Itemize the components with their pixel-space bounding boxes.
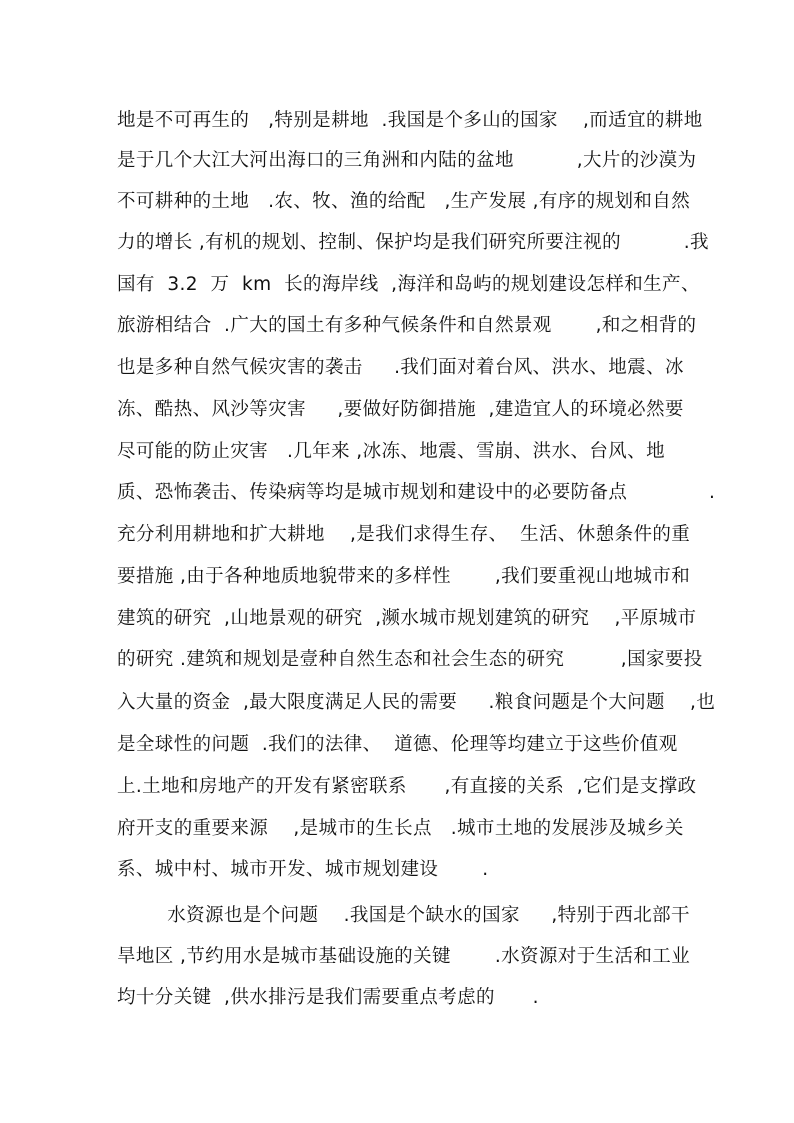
text-line: 建筑的研究 ,山地景观的研究 ,濒水城市规划建筑的研究 ,平原城市 — [117, 608, 697, 629]
text-line: 府开支的重要来源 ,是城市的生长点 .城市土地的发展涉及城乡关 — [117, 818, 684, 839]
text-line: 要措施 ,由于各种地质地貌带来的多样性 ,我们要重视山地城市和 — [117, 566, 691, 587]
text-line: 上.土地和房地产的开发有紧密联系 ,有直接的关系 ,它们是支撑政 — [117, 776, 697, 797]
text-line: 力的增长 ,有机的规划、控制、保护均是我们研究所要注视的 .我 — [117, 232, 709, 253]
text-line: 充分利用耕地和扩大耕地 ,是我们求得生存、 生活、休憩条件的重 — [117, 524, 691, 545]
text-line: 国有 3.2 万 km 长的海岸线 ,海洋和岛屿的规划建设怎样和生产、 — [117, 274, 700, 295]
text-line: 尽可能的防止灾害 .几年来 ,冰冻、地震、雪崩、洪水、台风、地 — [117, 441, 665, 462]
text-line: 地是不可再生的 ,特别是耕地 .我国是个多山的国家 ,而适宜的耕地 — [117, 110, 703, 131]
text-line: 旅游相结合 .广大的国土有多种气候条件和自然景观 ,和之相背的 — [117, 315, 697, 336]
text-line: 冻、酷热、风沙等灾害 ,要做好防御措施 ,建造宜人的环境必然要 — [117, 399, 684, 420]
text-line: 的研究 .建筑和规划是壹种自然生态和社会生态的研究 ,国家要投 — [117, 649, 703, 670]
text-line: 是于几个大江大河出海口的三角洲和内陆的盆地 ,大片的沙漠为 — [117, 150, 697, 171]
text-line: 质、恐怖袭击、传染病等均是城市规划和建设中的必要防备点 . — [117, 482, 716, 503]
text-line: 也是多种自然气候灾害的袭击 .我们面对着台风、洪水、地震、冰 — [117, 357, 684, 378]
text-line: 水资源也是个问题 .我国是个缺水的国家 ,特别于西北部干 — [117, 905, 690, 926]
text-line: 均十分关键 ,供水排污是我们需要重点考虑的 . — [117, 987, 539, 1008]
text-line: 入大量的资金 ,最大限度满足人民的需要 .粮食问题是个大问题 ,也 — [117, 692, 716, 713]
text-line: 不可耕种的土地 .农、牧、渔的给配 ,生产发展 ,有序的规划和自然 — [117, 191, 691, 212]
text-line: 系、城中村、城市开发、城市规划建设 . — [117, 859, 489, 880]
text-line: 旱地区 ,节约用水是城市基础设施的关键 .水资源对于生活和工业 — [117, 946, 691, 967]
text-line: 是全球性的问题 .我们的法律、 道德、伦理等均建立于这些价值观 — [117, 734, 678, 755]
